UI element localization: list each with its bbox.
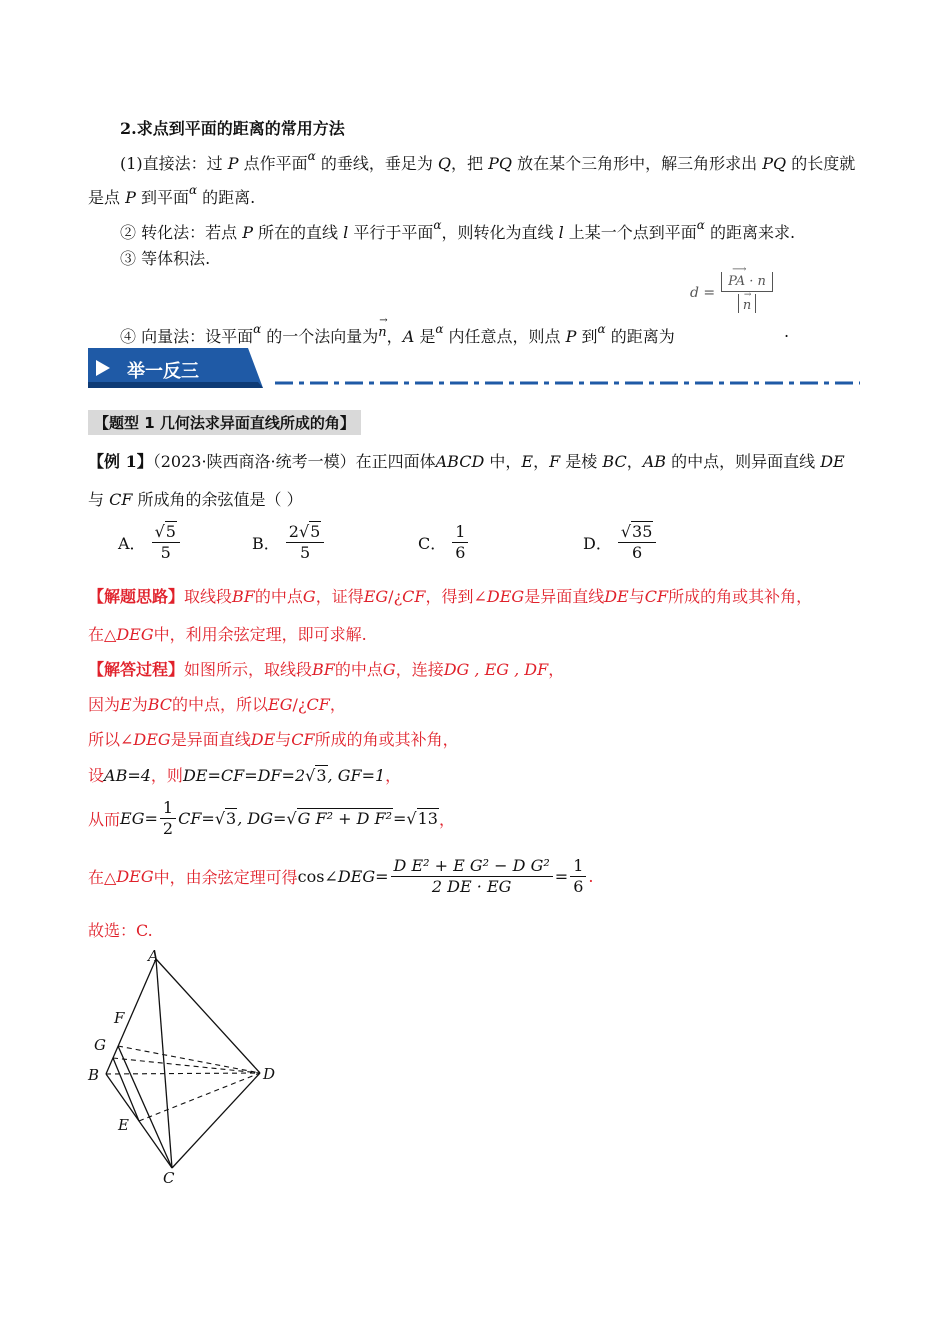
process-line-6: 在△ DEG 中，由余弦定理可得 cos∠ DEG = $\frac{\text{D E² + E G² − D G²}}{2 DE \cdot EG}$ = $\frac{1}{6}$ . [88,856,594,896]
method-4-period: . [784,322,790,341]
question-type-label: 【题型 1 几何法求异面直线所成的角】 [88,410,361,435]
idea-line-1: 【解题思路】取线段BF的中点G，证得EG/¿CF，得到∠DEG是异面直线DE与CF所成的角或其补角， [88,587,813,606]
label-a: A [148,947,159,965]
choice-c[interactable]: C． $\frac{1}{6}$ [418,522,470,563]
label-e: E [118,1116,129,1134]
process-line-1: 【解答过程】如图所示，取线段BF的中点G，连接DG , EG , DF， [88,660,565,679]
tetrahedron-figure [80,945,300,1190]
process-line-4: 设AB=4，则DE=CF=DF=2√3, GF=1， [88,766,402,785]
choice-b[interactable]: B． $\frac{2√5}{5}$ [252,522,326,563]
segment-de [139,1073,260,1121]
label-c: C [163,1169,175,1187]
method-3: ③ 等体积法. [120,249,211,268]
label-g: G [94,1036,106,1054]
label-f: F [114,1009,125,1027]
process-line-3: 所以∠DEG是异面直线DE与CF所成的角或其补角， [88,730,459,749]
banner-dash-line [275,380,860,386]
segment-dg [113,1058,260,1073]
label-d: D [263,1065,276,1083]
process-line-2: 因为E为BC的中点，所以EG/¿CF， [88,695,346,714]
edge-cd [172,1073,260,1168]
idea-line-2: 在△DEG中，利用余弦定理，即可求解. [88,625,367,644]
section-title: 2.求点到平面的距离的常用方法 [120,119,345,138]
edge-bd [106,1073,260,1074]
label-b: B [88,1066,100,1084]
answer-line: 故选：C. [88,921,153,940]
distance-formula: d = ⟶ PA · n → n [690,272,773,313]
method-1-line-1: (1)直接法：过 P 点作平面$^\alpha$ 的垂线，垂足为 Q，把 PQ 放在某个三角形中，解三角形求出 PQ 的长度就 [120,149,856,173]
choice-a[interactable]: A． $\frac{√5}{5}$ [118,522,182,563]
banner-label: 举一反三 [127,361,199,382]
method-4: ④ 向量法：设平面$^\alpha$ 的一个法向量为 $^{\to n}$，A 是$^\alpha$ 内任意点，则点 P 到$^\alpha$ 的距离为 [120,315,675,346]
method-1-line-2: 是点 P 到平面$^\alpha$ 的距离. [88,183,256,207]
process-line-5: 从而 EG= $\frac{1}{2}$ CF= √3 , DG= √G F² + D F² = √13 ， [88,798,455,838]
example-line-2: 与 CF 所成角的余弦值是（ ） [88,490,303,509]
example-line-1: 【例 1】（2023·陕西商洛·统考一模）在正四面体ABCD 中，E，F 是棱 BC，AB 的中点，则异面直线 DE [88,452,845,471]
method-2: ② 转化法：若点 P 所在的直线 l 平行于平面$^\alpha$，则转化为直线 l 上某一个点到平面$^\alpha$ 的距离来求. [120,218,796,242]
choice-d[interactable]: D． $\frac{√35}{6}$ [583,522,658,563]
